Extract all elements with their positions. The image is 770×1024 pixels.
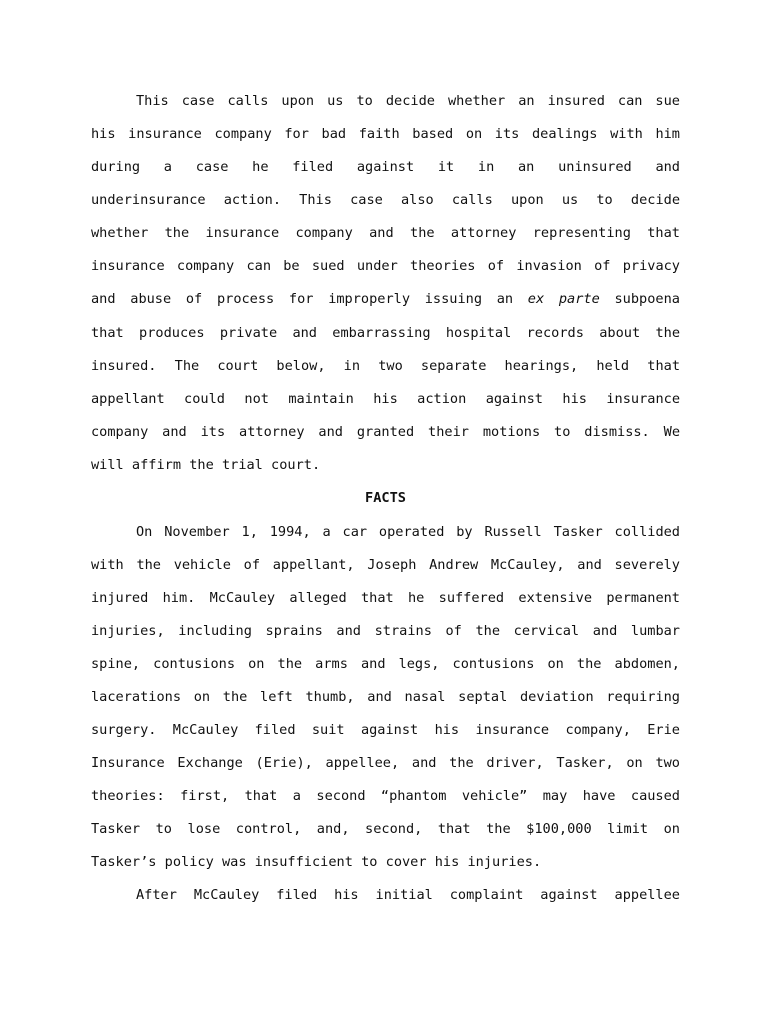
paragraph-1-line-7-part-a: and abuse of process for improperly issuing an bbox=[91, 291, 514, 307]
paragraph-3-line-1: After McCauley filed his initial complaint against appellee bbox=[136, 887, 680, 903]
paragraph-1-line-4: underinsurance action. This case also calls upon us to decide bbox=[91, 192, 680, 208]
paragraph-1-line-6: insurance company can be sued under theories of invasion of privacy bbox=[91, 258, 680, 274]
ex-parte-italic: ex parte bbox=[527, 291, 600, 307]
paragraph-2-line-11: Tasker’s policy was insufficient to cover his injuries. bbox=[91, 854, 542, 870]
paragraph-1-line-9: insured. The court below, in two separate hearings, held that bbox=[91, 358, 680, 374]
paragraph-2-line-5: spine, contusions on the arms and legs, contusions on the abdomen, bbox=[91, 656, 680, 672]
paragraph-2-line-2: with the vehicle of appellant, Joseph Andrew McCauley, and severely bbox=[91, 557, 680, 573]
paragraph-2-line-9: theories: first, that a second “phantom vehicle” may have caused bbox=[91, 788, 680, 804]
paragraph-1-line-7 bbox=[91, 290, 680, 308]
paragraph-2-line-7: surgery. McCauley filed suit against his insurance company, Erie bbox=[91, 722, 680, 738]
paragraph-1-line-7-part-b: subpoena bbox=[614, 291, 680, 307]
paragraph-2-line-6: lacerations on the left thumb, and nasal septal deviation requiring bbox=[91, 689, 680, 705]
paragraph-1-line-8: that produces private and embarrassing hospital records about the bbox=[91, 325, 680, 341]
paragraph-2-line-4: injuries, including sprains and strains of the cervical and lumbar bbox=[91, 623, 680, 639]
paragraph-2-line-8: Insurance Exchange (Erie), appellee, and the driver, Tasker, on two bbox=[91, 755, 680, 771]
paragraph-1-line-11: company and its attorney and granted their motions to dismiss. We bbox=[91, 424, 680, 440]
paragraph-2-line-3: injured him. McCauley alleged that he suffered extensive permanent bbox=[91, 590, 680, 606]
paragraph-1-line-10: appellant could not maintain his action against his insurance bbox=[91, 391, 680, 407]
paragraph-1-line-12: will affirm the trial court. bbox=[91, 457, 321, 473]
paragraph-2-line-1: On November 1, 1994, a car operated by Russell Tasker collided bbox=[136, 524, 680, 540]
paragraph-1-line-2: his insurance company for bad faith based on its dealings with him bbox=[91, 126, 680, 142]
paragraph-1-line-3: during a case he filed against it in an uninsured and bbox=[91, 159, 680, 175]
paragraph-1-line-1: This case calls upon us to decide whether an insured can sue bbox=[136, 93, 680, 109]
section-heading-facts: FACTS bbox=[365, 490, 406, 506]
paragraph-2-line-10: Tasker to lose control, and, second, that the $100,000 limit on bbox=[91, 821, 680, 837]
paragraph-1-line-5: whether the insurance company and the attorney representing that bbox=[91, 225, 680, 241]
